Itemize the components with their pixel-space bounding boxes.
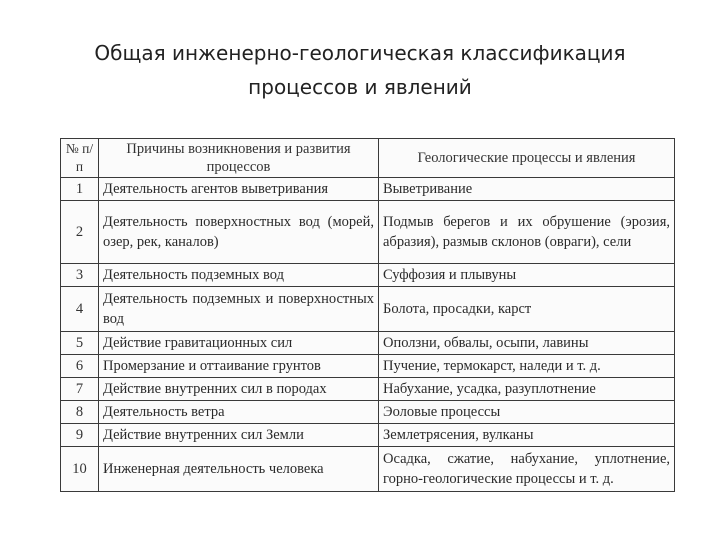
table-row bbox=[61, 355, 675, 378]
table-row bbox=[61, 178, 675, 201]
classification-table-scan bbox=[60, 138, 674, 492]
table-header-row bbox=[61, 139, 675, 178]
page-title bbox=[0, 36, 720, 104]
row-process: Набухание, усадка, разуплотнение bbox=[379, 378, 675, 401]
header-causes: Причины возникновения и развития процессов bbox=[99, 139, 379, 178]
row-process: Суффозия и плывуны bbox=[379, 264, 675, 287]
header-processes: Геологические процессы и явления bbox=[379, 139, 675, 178]
classification-table bbox=[60, 138, 675, 492]
row-process: Пучение, термокарст, наледи и т. д. bbox=[379, 355, 675, 378]
row-number: 7 bbox=[61, 378, 99, 401]
table-row bbox=[61, 424, 675, 447]
row-number: 8 bbox=[61, 401, 99, 424]
row-process: Эоловые процессы bbox=[379, 401, 675, 424]
row-process: Осадка, сжатие, набухание, уплотнение, горно-геологические процессы и т. д. bbox=[379, 447, 675, 492]
row-process: Землетрясения, вулканы bbox=[379, 424, 675, 447]
row-number: 9 bbox=[61, 424, 99, 447]
table-row bbox=[61, 287, 675, 332]
row-cause: Действие гравитационных сил bbox=[99, 332, 379, 355]
table-row bbox=[61, 447, 675, 492]
row-cause: Инженерная деятельность человека bbox=[99, 447, 379, 492]
row-cause: Деятельность поверхностных вод (морей, озер, рек, каналов) bbox=[99, 201, 379, 264]
header-number: № п/п bbox=[61, 139, 99, 178]
table-row bbox=[61, 201, 675, 264]
row-cause: Деятельность агентов выветривания bbox=[99, 178, 379, 201]
table-row bbox=[61, 332, 675, 355]
row-cause: Промерзание и оттаивание грунтов bbox=[99, 355, 379, 378]
row-number: 1 bbox=[61, 178, 99, 201]
row-cause: Деятельность ветра bbox=[99, 401, 379, 424]
row-process: Подмыв берегов и их обрушение (эрозия, абразия), размыв склонов (овраги), сели bbox=[379, 201, 675, 264]
row-cause: Действие внутренних сил в породах bbox=[99, 378, 379, 401]
row-number: 6 bbox=[61, 355, 99, 378]
row-cause: Действие внутренних сил Земли bbox=[99, 424, 379, 447]
row-process: Оползни, обвалы, осыпи, лавины bbox=[379, 332, 675, 355]
row-number: 2 bbox=[61, 201, 99, 264]
row-process: Болота, просадки, карст bbox=[379, 287, 675, 332]
table-row bbox=[61, 264, 675, 287]
table-row bbox=[61, 401, 675, 424]
table-row bbox=[61, 378, 675, 401]
row-number: 4 bbox=[61, 287, 99, 332]
row-number: 5 bbox=[61, 332, 99, 355]
page-title-line-1: Общая инженерно-геологическая классификация bbox=[94, 41, 626, 65]
row-cause: Деятельность подземных вод bbox=[99, 264, 379, 287]
row-number: 10 bbox=[61, 447, 99, 492]
page-title-line-2: процессов и явлений bbox=[248, 75, 472, 99]
row-cause: Деятельность подземных и поверхностных вод bbox=[99, 287, 379, 332]
row-process: Выветривание bbox=[379, 178, 675, 201]
row-number: 3 bbox=[61, 264, 99, 287]
